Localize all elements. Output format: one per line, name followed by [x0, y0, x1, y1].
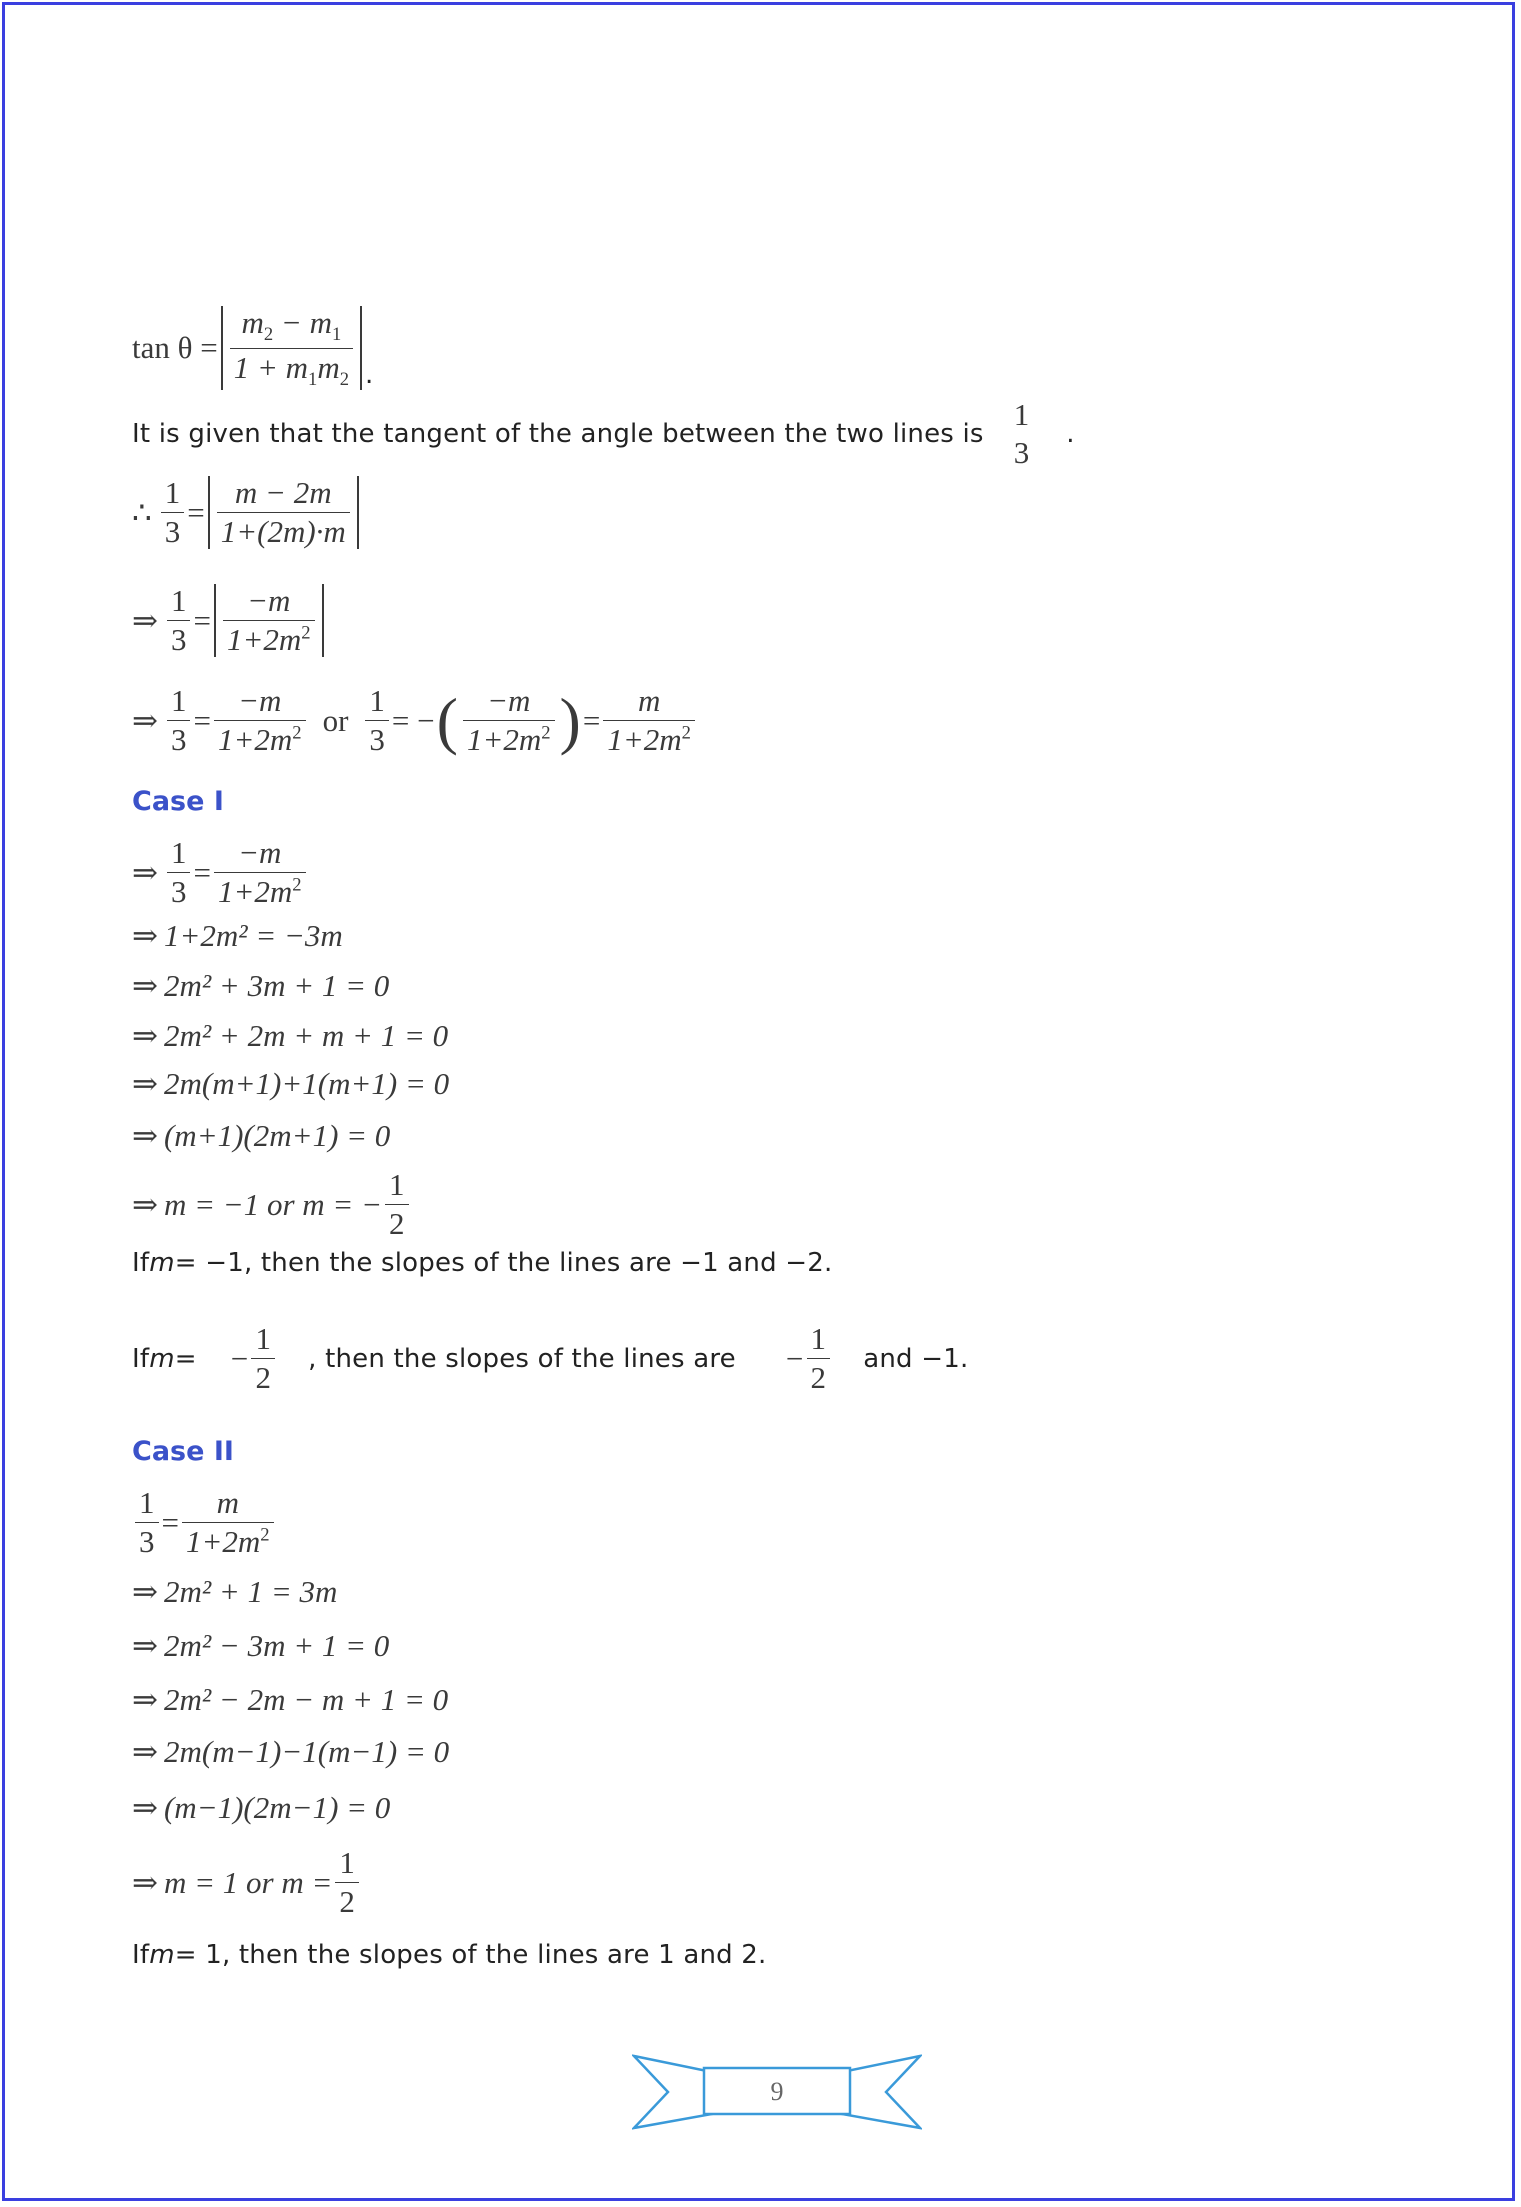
page-number-ribbon	[632, 2054, 922, 2130]
one-third-fraction: 1 3	[1013, 397, 1030, 471]
case-2-step-1: $\frac{1}{3}$ = $\frac{m}{1+2m^2}$	[132, 1486, 277, 1559]
case-1-result-1: If m = −1, then the slopes of the lines are −1 and −2.	[132, 1248, 833, 1278]
case-1-step-2: ⇒ 1+2m² = −3m	[132, 918, 343, 953]
case-1-step-4: ⇒ 2m² + 2m + m + 1 = 0	[132, 1018, 449, 1053]
equation-implies-1: ⇒ $\frac{1}{3}$ = $\frac{-m}{1+2m^2}$	[132, 584, 327, 657]
case-1-heading: Case I	[132, 786, 224, 817]
case-1-step-1: ⇒ $\frac{1}{3}$ = $\frac{-m}{1+2m^2}$	[132, 836, 309, 909]
given-statement: It is given that the tangent of the angle between the two lines is 1 3 .	[132, 397, 1075, 471]
case-1-step-3: ⇒ 2m² + 3m + 1 = 0	[132, 968, 390, 1003]
case-1-step-5: ⇒ 2m(m+1)+1(m+1) = 0	[132, 1066, 450, 1101]
page-number: 9	[770, 2077, 784, 2106]
case-2-step-6: ⇒ (m−1)(2m−1) = 0	[132, 1790, 391, 1825]
case-1-step-6: ⇒ (m+1)(2m+1) = 0	[132, 1118, 391, 1153]
case-2-heading: Case II	[132, 1436, 234, 1467]
case-2-step-4: ⇒ 2m² − 2m − m + 1 = 0	[132, 1682, 449, 1717]
case-2-step-7: ⇒ m = 1 or m = $\frac{1}{2}$	[132, 1846, 362, 1919]
case-1-result-2: If m = − $\frac{1}{2}$ , then the slopes of the lines are − $\frac{1}{2}$ and −1.	[132, 1321, 969, 1396]
case-2-result-1: If m = 1, then the slopes of the lines are 1 and 2.	[132, 1940, 767, 1970]
case-2-step-3: ⇒ 2m² − 3m + 1 = 0	[132, 1628, 390, 1663]
case-1-step-7: ⇒ m = −1 or m = − $\frac{1}{2}$	[132, 1168, 412, 1241]
equation-implies-2: ⇒ $\frac{1}{3}$ = $\frac{-m}{1+2m^2}$ or $\frac{1}{3}$ = − ( $\frac{-m}{1+2m^2}$ ) = $\frac{m}{1+2m^2}$	[132, 684, 698, 757]
case-2-step-5: ⇒ 2m(m−1)−1(m−1) = 0	[132, 1734, 450, 1769]
equation-therefore: ∴ $\frac{1}{3}$ = $\frac{m - 2m}{1+(2m)\cdot m}$	[132, 476, 362, 549]
case-2-step-2: ⇒ 2m² + 1 = 3m	[132, 1574, 338, 1609]
tan-theta-formula: tan θ = $\frac{m_2 - m_1}{1 + m_1m_2}$ .	[132, 305, 374, 391]
